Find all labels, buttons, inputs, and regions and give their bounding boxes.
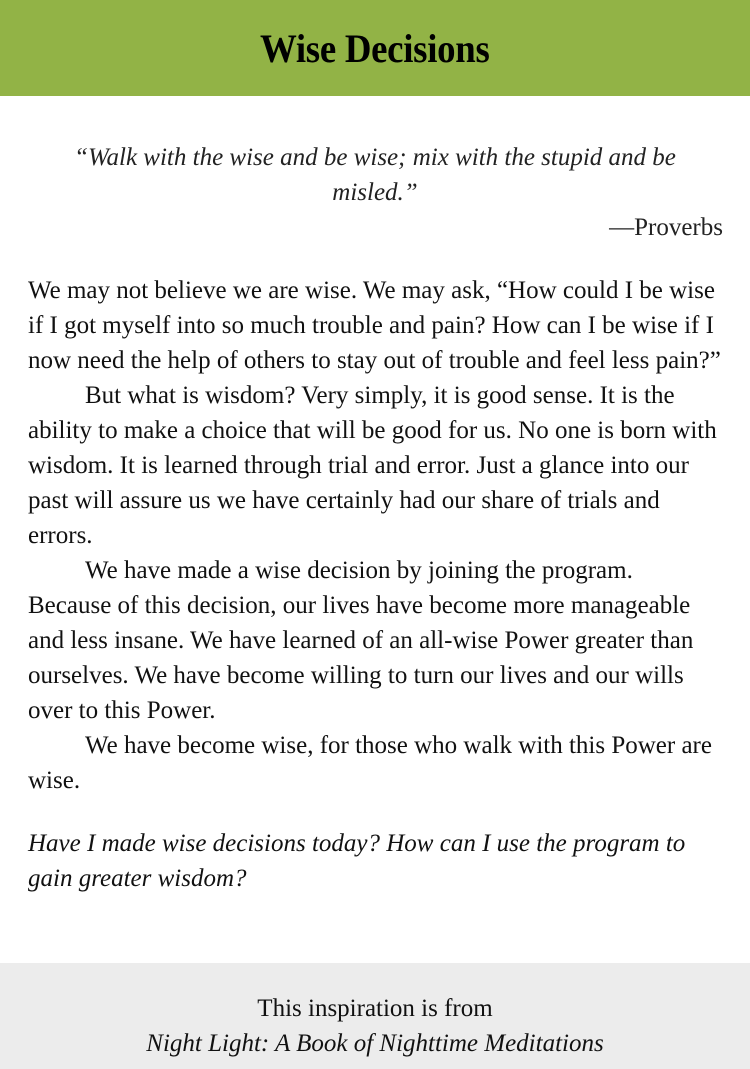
body-paragraph: But what is wisdom? Very simply, it is good sense. It is the ability to make a choice that will be good for us. No one is born with wisdom. It is learned through trial and error. Just a glance into our past will assure us we have certainly had our share of trials and errors. xyxy=(28,382,717,549)
source-footer xyxy=(0,963,750,1069)
body-paragraph: We have become wise, for those who walk with this Power are wise. xyxy=(28,732,712,794)
meditation-body xyxy=(28,273,722,798)
reflection-question: Have I made wise decisions today? How can I use the program to gain greater wisdom? xyxy=(28,830,686,892)
book-title: Night Light: A Book of Nighttime Meditations xyxy=(146,1030,604,1057)
body-paragraph: We may not believe we are wise. We may ask, “How could I be wise if I got myself into so much trouble and pain? How can I be wise if I now need the help of others to stay out of trouble and feel less pain?” xyxy=(28,277,721,374)
source-prefix: This inspiration is from xyxy=(257,995,493,1022)
title-bar xyxy=(0,0,750,96)
meditation-content xyxy=(0,140,750,896)
body-paragraph: We have made a wise decision by joining the program. Because of this decision, our lives have become more manageable and less insane. We have learned of an all-wise Power greater than ourselves. We have become willing to turn our lives and our wills over to this Power. xyxy=(28,557,694,724)
quote-attribution: —Proverbs xyxy=(609,214,723,241)
epigraph-quote: “Walk with the wise and be wise; mix with the stupid and be misled.” xyxy=(74,144,676,206)
page-title: Wise Decisions xyxy=(260,25,490,71)
